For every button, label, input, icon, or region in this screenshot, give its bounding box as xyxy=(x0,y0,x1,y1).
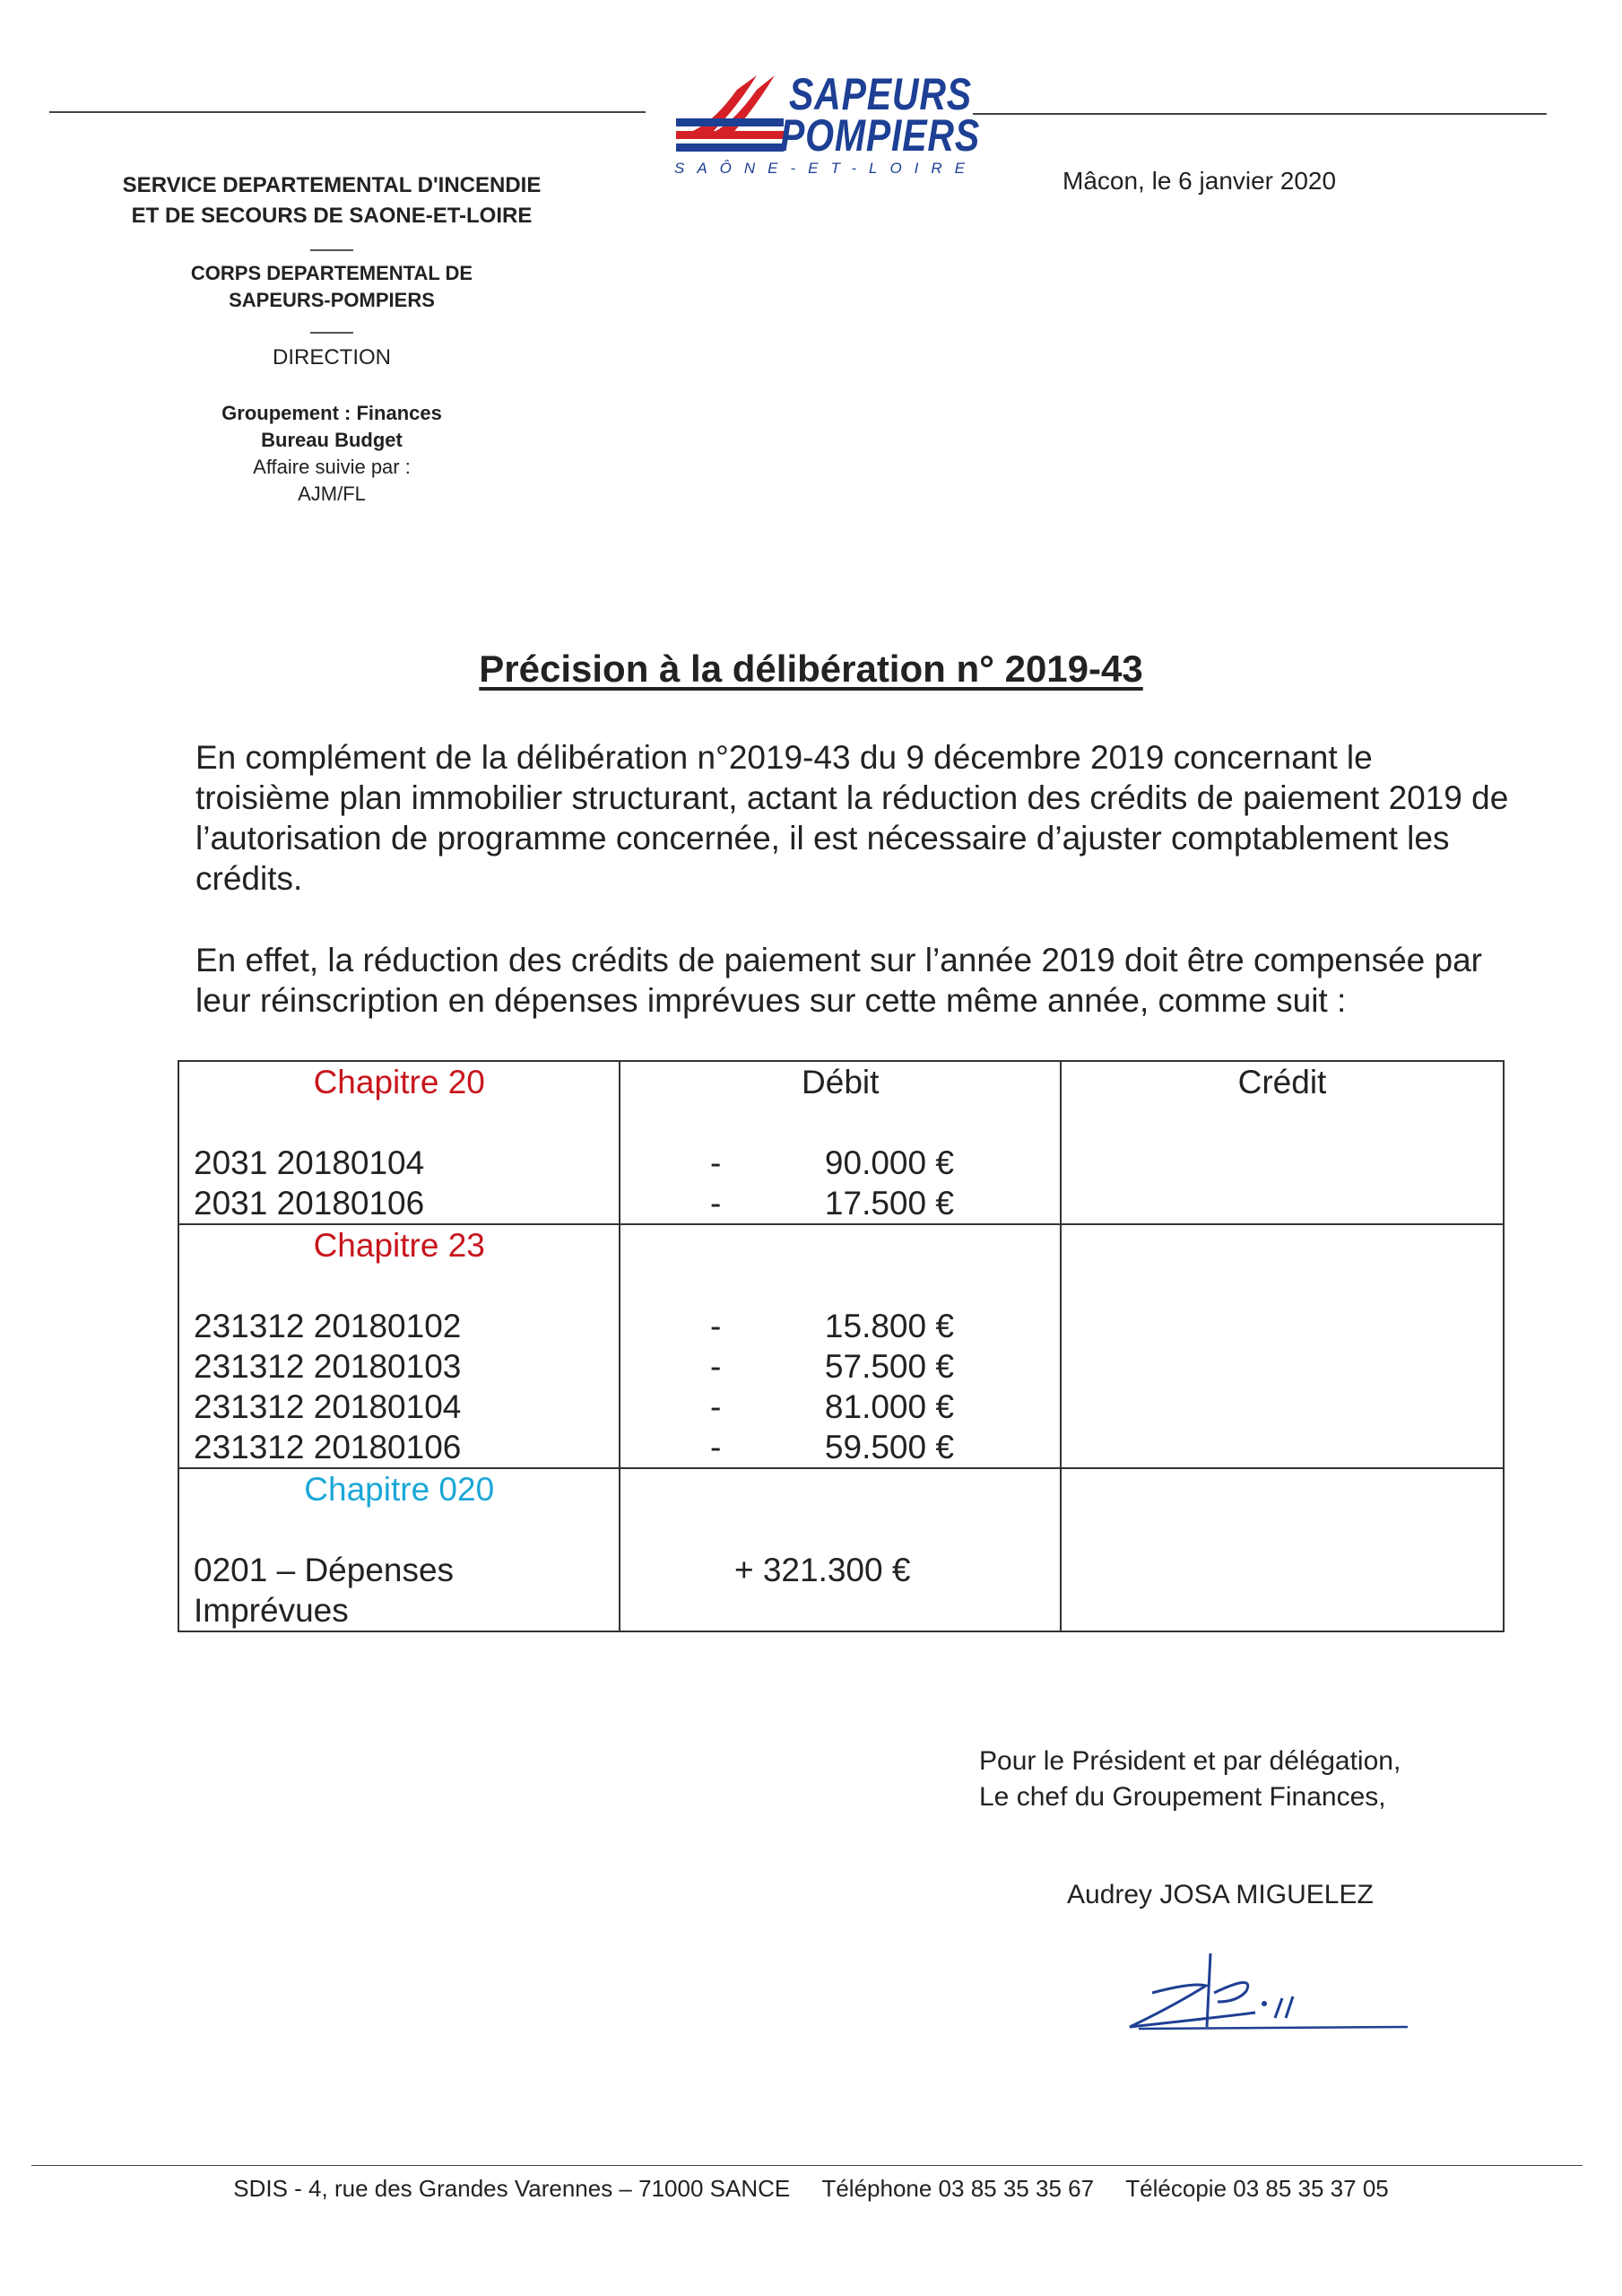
signatory-name: Audrey JOSA MIGUELEZ xyxy=(1067,1880,1374,1909)
paragraph-1: En complément de la délibération n°2019-43 du 9 décembre 2019 concernant le troisième plan immobilier structurant, actant la réduction des crédits de paiement 2019 de l’autorisation de programme concernée, il est nécessaire d’ajuster comptablement les crédits. xyxy=(195,739,1509,897)
footer xyxy=(0,2170,1622,2206)
organization-line-1: SERVICE DEPARTEMENTAL D'INCENDIE xyxy=(122,173,542,197)
table-row xyxy=(178,1468,1504,1631)
table-cell xyxy=(620,1061,1060,1224)
header-separator-1 xyxy=(310,249,353,251)
table-cell xyxy=(178,1468,620,1631)
department-block xyxy=(54,400,610,508)
budget-adjustment-table xyxy=(178,1060,1505,1632)
account-code: 231312 20180102 xyxy=(194,1308,462,1344)
debit-amount xyxy=(620,1427,1059,1467)
delegation-line: Pour le Président et par délégation, xyxy=(979,1746,1401,1776)
document-title: Précision à la délibération n° 2019-43 xyxy=(479,648,1143,690)
amount-value: 57.500 € xyxy=(824,1348,954,1385)
header-separator-2 xyxy=(310,332,353,334)
logo-word-pompiers: POMPIERS xyxy=(780,110,981,161)
credit-column-header: Crédit xyxy=(1237,1064,1327,1100)
table-cell xyxy=(1061,1468,1504,1631)
account-code-continued: Imprévues xyxy=(194,1592,349,1629)
organization-line-2: ET DE SECOURS DE SAONE-ET-LOIRE xyxy=(131,204,533,228)
debit-amount xyxy=(620,1143,1059,1183)
bureau-label: Bureau Budget xyxy=(261,429,403,451)
amount-sign: - xyxy=(709,1348,722,1385)
corps-name xyxy=(54,260,610,314)
footer-phone: Téléphone 03 85 35 35 67 xyxy=(821,2175,1095,2202)
sapeurs-pompiers-logo xyxy=(674,68,981,185)
account-code: 231312 20180104 xyxy=(194,1388,462,1425)
table-row xyxy=(178,1061,1504,1224)
table-cell xyxy=(178,1061,620,1224)
account-code: 2031 20180104 xyxy=(194,1144,425,1181)
amount-sign: - xyxy=(709,1388,722,1425)
footer-rule xyxy=(31,2165,1583,2166)
amount-value: 17.500 € xyxy=(824,1185,954,1222)
signature-block xyxy=(979,1744,1401,1815)
reference-label: AJM/FL xyxy=(298,483,366,505)
account-code: 0201 – Dépenses xyxy=(194,1552,455,1588)
account-code: 231312 20180106 xyxy=(194,1429,462,1465)
header-rule-left xyxy=(49,111,646,113)
chapter-heading: Chapitre 23 xyxy=(313,1227,485,1264)
account-code: 231312 20180103 xyxy=(194,1348,462,1385)
amount-sign: - xyxy=(709,1308,722,1344)
account-code: 2031 20180106 xyxy=(194,1185,425,1222)
debit-amount xyxy=(620,1387,1059,1427)
place-and-date: Mâcon, le 6 janvier 2020 xyxy=(1063,167,1337,195)
handwritten-signature xyxy=(1121,1946,1417,2045)
amount-value: 15.800 € xyxy=(824,1308,954,1344)
table-cell xyxy=(620,1468,1060,1631)
debit-amount xyxy=(620,1183,1059,1223)
debit-column-header: Débit xyxy=(802,1064,880,1100)
footer-fax: Télécopie 03 85 35 37 05 xyxy=(1125,2175,1389,2202)
footer-address: SDIS - 4, rue des Grandes Varennes – 71000 SANCE xyxy=(233,2175,791,2202)
amount-value: 59.500 € xyxy=(824,1429,954,1465)
amount-sign: - xyxy=(709,1185,722,1222)
organization-name xyxy=(54,170,610,231)
corps-line-1: CORPS DEPARTEMENTAL DE xyxy=(190,262,473,284)
amount-value: 90.000 € xyxy=(824,1144,954,1181)
debit-amount xyxy=(620,1306,1059,1346)
amount-sign: - xyxy=(709,1144,722,1181)
chapter-heading: Chapitre 020 xyxy=(304,1471,495,1508)
chapter-heading: Chapitre 20 xyxy=(313,1064,485,1100)
amount-value: 81.000 € xyxy=(824,1388,954,1425)
table-cell xyxy=(1061,1061,1504,1224)
amount-sign: - xyxy=(709,1429,722,1465)
logo-subtitle: SAÔNE-ET-LOIRE xyxy=(674,160,978,177)
corps-line-2: SAPEURS-POMPIERS xyxy=(229,289,435,311)
paragraph-2: En effet, la réduction des crédits de paiement sur l’année 2019 doit être compensée par leur réinscription en dépenses imprévues sur cette même année, comme suit : xyxy=(195,942,1482,1019)
role-line: Le chef du Groupement Finances, xyxy=(979,1782,1386,1812)
header-rule-right xyxy=(973,113,1547,115)
table-row xyxy=(178,1224,1504,1468)
table-cell xyxy=(1061,1224,1504,1468)
logo-word-sapeurs: SAPEURS xyxy=(789,69,972,119)
debit-amount: + 321.300 € xyxy=(733,1552,911,1588)
debit-amount xyxy=(620,1346,1059,1387)
groupement-label: Groupement : Finances xyxy=(221,402,442,424)
table-cell xyxy=(620,1224,1060,1468)
table-cell xyxy=(178,1224,620,1468)
direction-label: DIRECTION xyxy=(273,345,391,370)
affaire-label: Affaire suivie par : xyxy=(253,456,411,478)
